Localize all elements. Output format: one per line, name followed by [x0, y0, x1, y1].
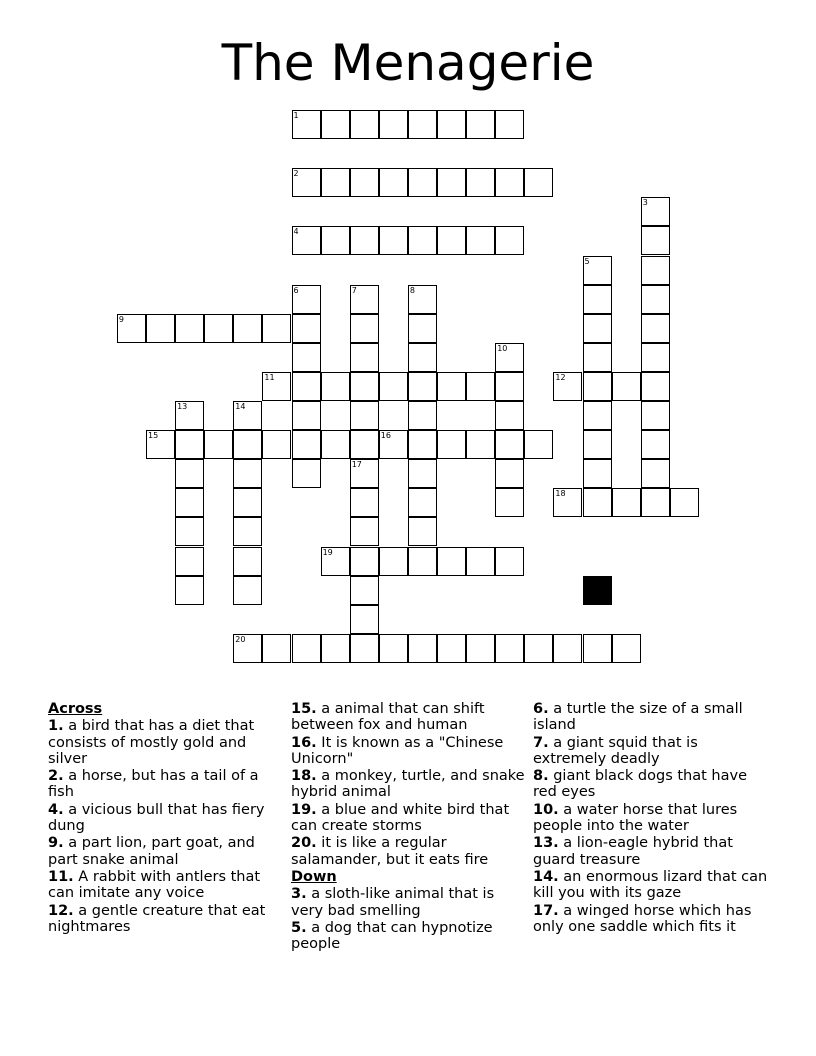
grid-cell[interactable]	[233, 430, 262, 459]
clue-number: 19	[322, 547, 333, 557]
grid-cell[interactable]	[233, 488, 262, 517]
grid-cell[interactable]	[175, 459, 204, 488]
grid-cell[interactable]	[262, 430, 291, 459]
grid-cell[interactable]	[175, 547, 204, 576]
clue-across-4: 4. a vicious bull that has fiery dung	[48, 801, 265, 835]
grid-cell[interactable]	[321, 634, 350, 663]
clue-down-14: 14. an enormous lizard that can kill you with its gaze	[533, 868, 768, 902]
page-title: The Menagerie	[221, 34, 595, 92]
clue-number: 8	[409, 285, 415, 295]
grid-cell[interactable]	[321, 110, 350, 139]
grid-cell[interactable]	[437, 372, 466, 401]
grid-cell[interactable]	[437, 226, 466, 255]
grid-cell[interactable]	[466, 168, 495, 197]
grid-cell[interactable]	[350, 488, 379, 517]
grid-cell[interactable]	[495, 110, 524, 139]
grid-cell[interactable]	[437, 634, 466, 663]
clue-down-5: 5. a dog that can hypnotize people	[291, 919, 493, 953]
grid-cell[interactable]	[408, 226, 437, 255]
grid-cell[interactable]	[641, 430, 670, 459]
grid-cell[interactable]	[321, 226, 350, 255]
grid-cell[interactable]	[408, 168, 437, 197]
grid-cell[interactable]	[408, 110, 437, 139]
grid-cell[interactable]	[495, 168, 524, 197]
grid-cell[interactable]	[612, 488, 641, 517]
grid-cell[interactable]	[379, 547, 408, 576]
clue-number: 1	[293, 111, 299, 120]
clue-across-9: 9. a part lion, part goat, and part snake animal	[48, 835, 255, 868]
grid-cell[interactable]	[495, 372, 524, 401]
clue-number: 13	[177, 402, 188, 411]
grid-cell[interactable]	[175, 517, 204, 546]
grid-cell[interactable]	[583, 401, 612, 430]
clue-column-2	[291, 701, 527, 953]
grid-cell[interactable]	[292, 459, 321, 488]
clue-number: 11	[264, 372, 275, 382]
grid-cell[interactable]	[408, 430, 437, 459]
grid-cell[interactable]	[583, 285, 612, 314]
grid-cell[interactable]	[350, 110, 379, 139]
grid-cell[interactable]	[437, 168, 466, 197]
clue-number: 2	[293, 169, 299, 179]
clue-number: 14	[235, 402, 246, 411]
grid-cell[interactable]	[175, 314, 204, 343]
grid-cell[interactable]	[641, 285, 670, 314]
grid-cell[interactable]	[641, 343, 670, 372]
grid-cell[interactable]	[408, 488, 437, 517]
clue-down-6: 6. a turtle the size of a small island	[533, 701, 743, 734]
grid-cell[interactable]	[350, 372, 379, 401]
clue-number: 20	[235, 634, 246, 644]
grid-cell[interactable]	[321, 168, 350, 197]
clue-number: 10	[497, 343, 508, 353]
grid-cell[interactable]	[670, 488, 699, 517]
grid-cell[interactable]	[641, 256, 670, 285]
grid-cell[interactable]	[437, 547, 466, 576]
grid-cell[interactable]	[641, 226, 670, 255]
grid-cell[interactable]	[583, 488, 612, 517]
grid-cell[interactable]	[233, 459, 262, 488]
clue-across-1: 1. a bird that has a diet that consists of mostly gold and silver	[48, 718, 255, 767]
grid-cell[interactable]	[495, 488, 524, 517]
clue-across-2: 2. a horse, but has a tail of a fish	[48, 768, 259, 801]
grid-cell[interactable]	[204, 430, 233, 459]
grid-cell[interactable]	[350, 226, 379, 255]
grid-cell[interactable]	[350, 343, 379, 372]
grid-cell[interactable]	[408, 634, 437, 663]
grid-cell[interactable]	[437, 110, 466, 139]
grid-cell[interactable]	[262, 314, 291, 343]
clue-number: 6	[293, 285, 299, 295]
grid-cell[interactable]	[466, 634, 495, 663]
grid-cell[interactable]	[641, 401, 670, 430]
grid-cell[interactable]	[466, 547, 495, 576]
clue-across-20: 20. it is like a regular salamander, but it eats fire	[291, 835, 489, 868]
clue-number: 9	[118, 314, 124, 324]
grid-cell[interactable]	[350, 401, 379, 430]
clue-down-8: 8. giant black dogs that have red eyes	[533, 768, 747, 801]
grid-cell[interactable]	[350, 517, 379, 546]
grid-cell[interactable]	[408, 547, 437, 576]
grid-cell[interactable]	[292, 401, 321, 430]
grid-cell[interactable]	[524, 430, 553, 459]
clue-down-17: 17. a winged horse which has only one saddle which fits it	[533, 902, 752, 935]
grid-cell[interactable]	[175, 576, 204, 605]
clue-number: 18	[555, 489, 566, 499]
clue-number: 5	[584, 256, 590, 266]
grid-cell[interactable]	[233, 314, 262, 343]
grid-cell[interactable]	[233, 547, 262, 576]
grid-cell[interactable]	[612, 372, 641, 401]
clue-across-12: 12. a gentle creature that eat nightmares	[48, 902, 266, 935]
grid-cell[interactable]	[466, 226, 495, 255]
grid-cell[interactable]	[408, 459, 437, 488]
grid-cell[interactable]	[583, 430, 612, 459]
clue-column-1	[48, 701, 284, 936]
grid-cell[interactable]	[583, 634, 612, 663]
grid-cell[interactable]	[292, 372, 321, 401]
grid-cell[interactable]	[350, 168, 379, 197]
clue-number: 12	[555, 372, 566, 382]
grid-cell[interactable]	[175, 430, 204, 459]
clue-across-18: 18. a monkey, turtle, and snake hybrid animal	[291, 768, 525, 801]
clue-down-7: 7. a giant squid that is extremely deadly	[533, 734, 698, 767]
grid-cell[interactable]	[583, 343, 612, 372]
grid-cell[interactable]	[641, 372, 670, 401]
grid-cell[interactable]	[379, 634, 408, 663]
grid-cell[interactable]	[262, 634, 291, 663]
clue-number: 7	[351, 285, 357, 295]
black-square	[583, 576, 612, 605]
grid-cell[interactable]	[408, 372, 437, 401]
grid-cell[interactable]	[175, 488, 204, 517]
grid-cell[interactable]	[233, 517, 262, 546]
grid-cell[interactable]	[641, 314, 670, 343]
clue-number: 15	[148, 431, 159, 441]
grid-cell[interactable]	[408, 343, 437, 372]
grid-cell[interactable]	[350, 576, 379, 605]
grid-cell[interactable]	[292, 343, 321, 372]
grid-cell[interactable]	[524, 634, 553, 663]
grid-cell[interactable]	[321, 372, 350, 401]
grid-cell[interactable]	[408, 517, 437, 546]
grid-cell[interactable]	[350, 430, 379, 459]
grid-cell[interactable]	[583, 372, 612, 401]
clue-across-19: 19. a blue and white bird that can create storms	[291, 801, 510, 835]
grid-cell[interactable]	[583, 459, 612, 488]
grid-cell[interactable]	[495, 547, 524, 576]
grid-cell[interactable]	[379, 226, 408, 255]
grid-cell[interactable]	[437, 430, 466, 459]
clue-number: 3	[642, 198, 648, 208]
grid-cell[interactable]	[321, 430, 350, 459]
grid-cell[interactable]	[495, 430, 524, 459]
grid-cell[interactable]	[204, 314, 233, 343]
clue-down-13: 13. a lion-eagle hybrid that guard treasure	[533, 835, 733, 868]
clue-number: 16	[380, 431, 391, 441]
grid-cell[interactable]	[583, 314, 612, 343]
grid-cell[interactable]	[233, 576, 262, 605]
grid-cell[interactable]	[641, 459, 670, 488]
grid-cell[interactable]	[350, 605, 379, 634]
grid-cell[interactable]	[350, 547, 379, 576]
grid-cell[interactable]	[379, 168, 408, 197]
clue-across-11: 11. A rabbit with antlers that can imitate any voice	[48, 868, 261, 902]
grid-cell[interactable]	[379, 372, 408, 401]
grid-cell[interactable]	[495, 401, 524, 430]
grid-cell[interactable]	[495, 459, 524, 488]
grid-cell[interactable]	[146, 314, 175, 343]
grid-cell[interactable]	[292, 430, 321, 459]
clue-number: 4	[293, 227, 299, 237]
grid-cell[interactable]	[553, 634, 582, 663]
grid-cell[interactable]	[292, 634, 321, 663]
clue-across-16: 16. It is known as a "Chinese Unicorn"	[291, 734, 504, 767]
grid-cell[interactable]	[408, 401, 437, 430]
clue-down-3: 3. a sloth-like animal that is very bad smelling	[291, 886, 495, 919]
clue-column-3	[533, 701, 769, 936]
grid-cell[interactable]	[524, 168, 553, 197]
grid-cell[interactable]	[350, 314, 379, 343]
down-heading: Down	[291, 868, 337, 885]
grid-cell[interactable]	[495, 634, 524, 663]
grid-cell[interactable]	[466, 372, 495, 401]
grid-cell[interactable]	[495, 226, 524, 255]
grid-cell[interactable]	[612, 634, 641, 663]
grid-cell[interactable]	[350, 634, 379, 663]
grid-cell[interactable]	[641, 488, 670, 517]
grid-cell[interactable]	[466, 430, 495, 459]
clue-number: 17	[351, 460, 362, 470]
clue-down-10: 10. a water horse that lures people into the water	[533, 801, 738, 835]
grid-cell[interactable]	[408, 314, 437, 343]
clue-across-15: 15. a animal that can shift between fox and human	[291, 701, 485, 734]
grid-cell[interactable]	[379, 110, 408, 139]
across-heading: Across	[48, 701, 103, 717]
grid-cell[interactable]	[292, 314, 321, 343]
grid-cell[interactable]	[466, 110, 495, 139]
